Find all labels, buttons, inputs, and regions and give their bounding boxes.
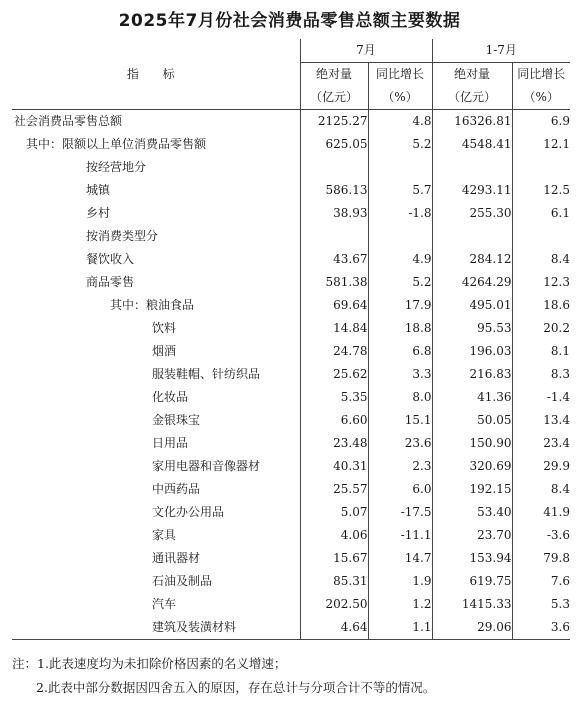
- footnote-2: 2.此表中部分数据因四舍五入的原因，存在总计与分项合计不等的情况。: [36, 680, 436, 695]
- ytd-growth-cell: 20.2: [512, 317, 570, 340]
- month-growth-cell: 15.1: [368, 409, 432, 432]
- month-growth-cell: 14.7: [368, 547, 432, 570]
- month-growth-cell: 2.3: [368, 455, 432, 478]
- row-label: 建筑及装潢材料: [12, 616, 300, 640]
- month-growth-cell: 5.7: [368, 179, 432, 202]
- ytd-abs-cell: 150.90: [432, 432, 512, 455]
- ytd-growth-cell: 6.9: [512, 110, 570, 134]
- month-abs-cell: [300, 225, 368, 248]
- month-abs-cell: 6.60: [300, 409, 368, 432]
- month-growth-cell: 1.9: [368, 570, 432, 593]
- footnote-1: 注：1.此表速度均为未扣除价格因素的名义增速；: [12, 656, 287, 671]
- ytd-abs-cell: 4293.11: [432, 179, 512, 202]
- month-abs-cell: 2125.27: [300, 110, 368, 134]
- month-growth-cell: 6.8: [368, 340, 432, 363]
- table-row: [12, 133, 570, 156]
- row-label: 其中：限额以上单位消费品零售额: [12, 133, 300, 156]
- ytd-growth-cell: 23.4: [512, 432, 570, 455]
- month-abs-cell: 202.50: [300, 593, 368, 616]
- ytd-abs-cell: 4548.41: [432, 133, 512, 156]
- ytd-abs-cell: [432, 225, 512, 248]
- table-row: [12, 248, 570, 271]
- row-label: 按消费类型分: [12, 225, 300, 248]
- month-growth-cell: [368, 156, 432, 179]
- ytd-growth-cell: 12.3: [512, 271, 570, 294]
- month-abs-cell: 23.48: [300, 432, 368, 455]
- row-label: 日用品: [12, 432, 300, 455]
- ytd-growth-cell: -3.6: [512, 524, 570, 547]
- table-row: [12, 409, 570, 432]
- indicator-header: 指 标: [12, 39, 300, 110]
- ytd-abs-cell: 255.30: [432, 202, 512, 225]
- ytd-abs-cell: 284.12: [432, 248, 512, 271]
- table-row: [12, 179, 570, 202]
- table-row: [12, 225, 570, 248]
- ytd-abs-cell: 50.05: [432, 409, 512, 432]
- row-label: 金银珠宝: [12, 409, 300, 432]
- row-label: 餐饮收入: [12, 248, 300, 271]
- table-row: [12, 616, 570, 640]
- row-label: 石油及制品: [12, 570, 300, 593]
- month-abs-cell: [300, 156, 368, 179]
- row-label: 化妆品: [12, 386, 300, 409]
- row-label: 乡村: [12, 202, 300, 225]
- table-body: [12, 110, 570, 640]
- ytd-growth-cell: 7.6: [512, 570, 570, 593]
- month-growth-cell: [368, 225, 432, 248]
- month-abs-cell: 581.38: [300, 271, 368, 294]
- ytd-abs-cell: 216.83: [432, 363, 512, 386]
- month-growth-cell: 23.6: [368, 432, 432, 455]
- table-row: [12, 271, 570, 294]
- row-label: 商品零售: [12, 271, 300, 294]
- table-row: [12, 294, 570, 317]
- ytd-abs-cell: 4264.29: [432, 271, 512, 294]
- month-growth-cell: 1.1: [368, 616, 432, 640]
- ytd-abs-cell: 41.36: [432, 386, 512, 409]
- month-growth-cell: 6.0: [368, 478, 432, 501]
- table-row: [12, 455, 570, 478]
- ytd-abs-header: 绝对量: [432, 63, 512, 87]
- retail-sales-table: [12, 39, 570, 640]
- month-abs-header: 绝对量: [300, 63, 368, 87]
- month-abs-cell: 43.67: [300, 248, 368, 271]
- table-row: [12, 478, 570, 501]
- ytd-growth-cell: -1.4: [512, 386, 570, 409]
- month-abs-cell: 4.06: [300, 524, 368, 547]
- row-label: 饮料: [12, 317, 300, 340]
- month-abs-cell: 5.07: [300, 501, 368, 524]
- ytd-growth-header: 同比增长: [512, 63, 570, 87]
- month-growth-cell: 8.0: [368, 386, 432, 409]
- month-period-header: 7月: [300, 39, 432, 63]
- table-row: [12, 317, 570, 340]
- ytd-growth-cell: 8.4: [512, 478, 570, 501]
- ytd-growth-cell: 5.3: [512, 593, 570, 616]
- row-label: 文化办公用品: [12, 501, 300, 524]
- row-label: 按经营地分: [12, 156, 300, 179]
- ytd-period-header: 1-7月: [432, 39, 570, 63]
- ytd-abs-cell: 192.15: [432, 478, 512, 501]
- table-row: [12, 593, 570, 616]
- row-label: 家具: [12, 524, 300, 547]
- ytd-abs-cell: [432, 156, 512, 179]
- month-abs-cell: 24.78: [300, 340, 368, 363]
- table-row: [12, 570, 570, 593]
- table-row: [12, 363, 570, 386]
- ytd-growth-cell: [512, 156, 570, 179]
- month-growth-header: 同比增长: [368, 63, 432, 87]
- table-row: [12, 432, 570, 455]
- ytd-growth-cell: 12.1: [512, 133, 570, 156]
- ytd-abs-cell: 153.94: [432, 547, 512, 570]
- month-growth-cell: -1.8: [368, 202, 432, 225]
- ytd-growth-cell: 18.6: [512, 294, 570, 317]
- ytd-growth-cell: 8.1: [512, 340, 570, 363]
- month-abs-cell: 14.84: [300, 317, 368, 340]
- page-title: 2025年7月份社会消费品零售总额主要数据: [118, 11, 461, 31]
- month-abs-cell: 40.31: [300, 455, 368, 478]
- month-growth-cell: 1.2: [368, 593, 432, 616]
- ytd-abs-cell: 495.01: [432, 294, 512, 317]
- ytd-abs-cell: 196.03: [432, 340, 512, 363]
- ytd-growth-cell: 8.4: [512, 248, 570, 271]
- ytd-abs-cell: 95.53: [432, 317, 512, 340]
- ytd-growth-cell: 8.3: [512, 363, 570, 386]
- month-abs-cell: 25.57: [300, 478, 368, 501]
- ytd-abs-unit: （亿元）: [432, 86, 512, 110]
- ytd-growth-unit: （%）: [512, 86, 570, 110]
- month-growth-cell: 18.8: [368, 317, 432, 340]
- month-growth-cell: 4.9: [368, 248, 432, 271]
- row-label: 烟酒: [12, 340, 300, 363]
- row-label: 汽车: [12, 593, 300, 616]
- table-row: [12, 547, 570, 570]
- row-label: 社会消费品零售总额: [12, 110, 300, 134]
- table-row: [12, 110, 570, 134]
- row-label: 中西药品: [12, 478, 300, 501]
- month-growth-cell: 5.2: [368, 133, 432, 156]
- table-row: [12, 340, 570, 363]
- month-abs-cell: 85.31: [300, 570, 368, 593]
- row-label: 服装鞋帽、针纺织品: [12, 363, 300, 386]
- ytd-abs-cell: 16326.81: [432, 110, 512, 134]
- month-abs-cell: 15.67: [300, 547, 368, 570]
- month-abs-cell: 25.62: [300, 363, 368, 386]
- footnotes: [12, 652, 572, 700]
- month-abs-cell: 38.93: [300, 202, 368, 225]
- month-abs-cell: 4.64: [300, 616, 368, 640]
- month-growth-unit: （%）: [368, 86, 432, 110]
- month-growth-cell: -17.5: [368, 501, 432, 524]
- ytd-abs-cell: 320.69: [432, 455, 512, 478]
- month-abs-cell: 69.64: [300, 294, 368, 317]
- ytd-abs-cell: 29.06: [432, 616, 512, 640]
- table-row: [12, 501, 570, 524]
- row-label: 家用电器和音像器材: [12, 455, 300, 478]
- table-row: [12, 524, 570, 547]
- month-growth-cell: 3.3: [368, 363, 432, 386]
- ytd-growth-cell: 41.9: [512, 501, 570, 524]
- table-row: [12, 386, 570, 409]
- row-label: 其中：粮油食品: [12, 294, 300, 317]
- ytd-growth-cell: 6.1: [512, 202, 570, 225]
- month-growth-cell: 5.2: [368, 271, 432, 294]
- ytd-abs-cell: 23.70: [432, 524, 512, 547]
- ytd-growth-cell: 13.4: [512, 409, 570, 432]
- month-abs-cell: 586.13: [300, 179, 368, 202]
- ytd-growth-cell: 12.5: [512, 179, 570, 202]
- month-growth-cell: -11.1: [368, 524, 432, 547]
- ytd-growth-cell: 79.8: [512, 547, 570, 570]
- month-abs-cell: 625.05: [300, 133, 368, 156]
- table-row: [12, 156, 570, 179]
- ytd-abs-cell: 619.75: [432, 570, 512, 593]
- ytd-growth-cell: [512, 225, 570, 248]
- month-abs-cell: 5.35: [300, 386, 368, 409]
- row-label: 通讯器材: [12, 547, 300, 570]
- month-growth-cell: 17.9: [368, 294, 432, 317]
- ytd-abs-cell: 1415.33: [432, 593, 512, 616]
- table-row: [12, 202, 570, 225]
- ytd-abs-cell: 53.40: [432, 501, 512, 524]
- month-growth-cell: 4.8: [368, 110, 432, 134]
- ytd-growth-cell: 29.9: [512, 455, 570, 478]
- ytd-growth-cell: 3.6: [512, 616, 570, 640]
- month-abs-unit: （亿元）: [300, 86, 368, 110]
- row-label: 城镇: [12, 179, 300, 202]
